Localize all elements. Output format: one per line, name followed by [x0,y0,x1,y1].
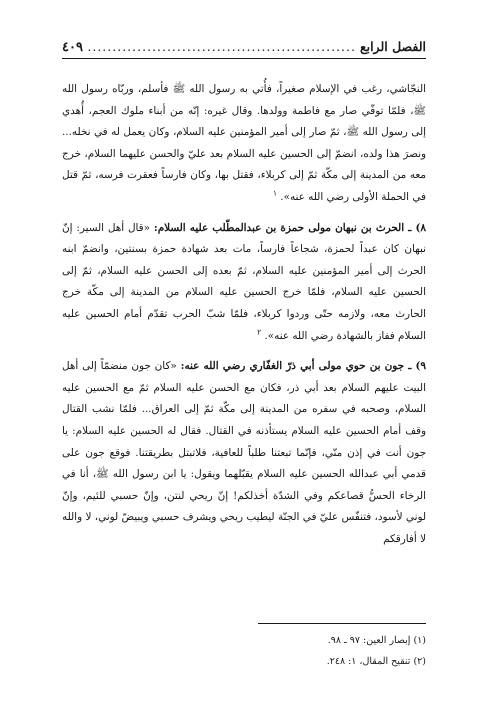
section-heading: ٨) ـ الحرث بن نبهان مولى حمزة بن عبدالمطّلب عليه السلام: [153,221,426,234]
footnote-2: (٢) تنقيح المقال، ١: ٢٤٨. [326,656,426,667]
paragraph-harith [62,218,426,348]
section-heading: ٩) ـ جون بن حوي مولى أبي ذرّ الغفّاري رضي الله عنه: [180,360,426,373]
footnote-rule [258,623,426,624]
paragraph-intro [62,79,426,209]
paragraph-jawn [62,356,426,550]
paragraph-text: «قال أهل السير: إنّ نبهان كان عبداً لحمزة، شجاعاً فارساً، مات بعد شهادة حمزة بسنتين، وانضمّ ابنه الحرث إلى أمير المؤمنين عليه السلام، ثمّ بعده إلى الحسن عليه السلام، ثمّ إلى الحسين عليه السلام، فلمّا خرج الحسين عليه السلام من المدينة إلى مكّة خرج الحارث معه، ولازمه حتّى وردوا كربلاء، فلمّا شبّ الحرب تقدّم أمام الحسين عليه السلام ففاز بالشهادة رضي الله عنه». [62,221,426,342]
chapter-title: الفصل الرابع [359,39,426,54]
footnote-1: (١) إبصار العين: ٩٧ ـ ٩٨. [327,635,426,646]
footnote-ref: ٢ [257,327,262,337]
footnote-ref: ١ [272,188,277,198]
footnotes [62,623,426,672]
paragraph-text: «كان جون منضمّاً إلى أهل البيت عليهم السلام بعد أبي ذر، فكان مع الحسن عليه السلام ثمّ مع الحسين عليه السلام، وصحبه في سفره من المدينة إلى مكّة ثمّ إلى العراق... فلمّا نشب القتال وقف أمام الحسين عليه السلام يستأذنه في القتال. فقال له الحسين عليه السلام: يا جون أنت في إذن منّي، فإنّما تبعتنا طلباً للعافية، فلاتبتل بطريقتنا. فوقع جون على قدمي أبي عبدالله الحسين عليه السلام يقبّلهما ويقول: يا ابن رسول الله ﷺ، أنا في الرخاء الحسُّ قصاعكم وفي الشدّة أخذلكم! إنّ ريحي لنتن، وإنّ حسبي للئيم، وإنّ لوني لأسود، فتنفّس عليّ في الجنّة ليطيب ريحي ويشرف حسبي ويبيضّ لوني، لا والله لا أفارقكم [62,360,426,545]
running-header [62,38,426,56]
page-number: ٤٠٩ [62,40,83,55]
paragraph-text: النجّاشي، رغب في الإسلام صغيراً، فأُتي به رسول الله ﷺ فأسلم، وربّاه رسول الله ﷺ، فلمّا توفّي صار مع فاطمة وولدها. وقال غيره: إنّه من أبناء ملوك العجم، أُهدي إلى رسول الله ﷺ، ثمّ صار إلى أمير المؤمنين عليه السلام، وكان يعمل له في نخله... ونصرَ هذا ولده، انضمّ إلى الحسين عليه السلام بعد عليّ والحسن عليهما السلام، خرج معه من المدينة إلى مكّة ثمّ إلى كربلاء، فقتل بها، وكان فارساً فعقرت فرسه، ثمّ قتل في الحملة الأولى رضي الله عنه». [62,83,426,203]
header-leader-dots [87,38,356,56]
book-page [62,38,426,678]
header-rule [62,58,426,59]
main-text [62,79,426,550]
